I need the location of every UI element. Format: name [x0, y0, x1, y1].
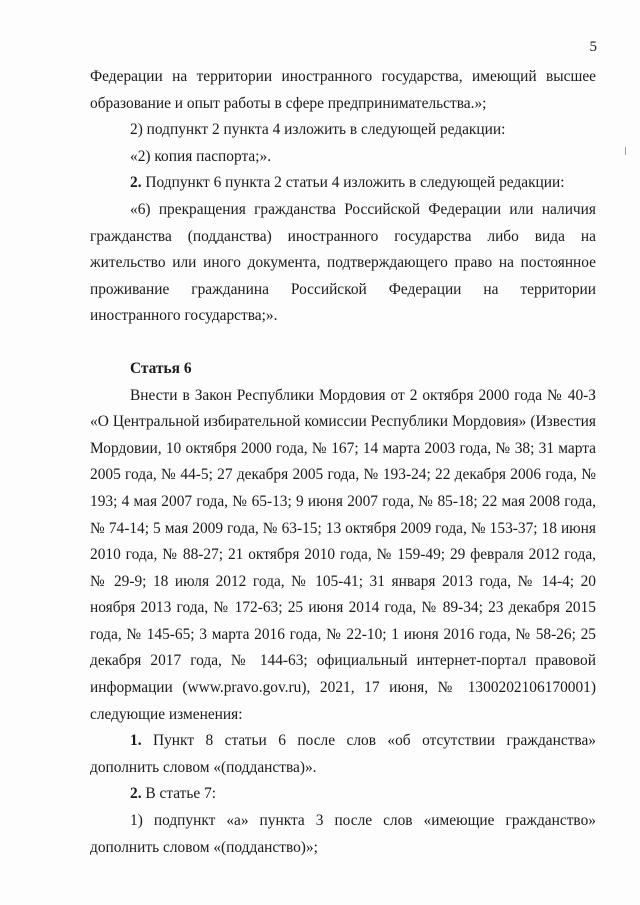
- change-text: Пункт 8 статьи 6 после слов «об отсутствии гражданства» дополнить словом «(подданства)».: [90, 732, 596, 776]
- item-text: Подпункт 6 пункта 2 статьи 4 изложить в следующей редакции:: [141, 174, 565, 192]
- change-number: 2.: [130, 785, 142, 803]
- paragraph-change-2: [90, 781, 596, 808]
- paragraph-termination: «6) прекращения гражданства Российской Федерации или наличия гражданства (подданства) иностранного государства либо вида на жительство или иного документа, подтверждающего право на постоянное проживание гражданина Российской Федерации на территории иностранного государства;».: [90, 200, 596, 325]
- item-number: 2.: [130, 174, 142, 192]
- page-number: 5: [589, 39, 597, 55]
- document-body: [90, 64, 596, 861]
- section-gap: [90, 330, 596, 356]
- paragraph-following-changes: следующие изменения:: [90, 705, 243, 723]
- paragraph-continuation: Федерации на территории иностранного государства, имеющий высшее образование и опыт работы в сфере предпринимательства.»;: [90, 68, 596, 112]
- paragraph-item-2: [90, 170, 596, 197]
- article-heading: Статья 6: [130, 359, 192, 377]
- paragraph-subitem-a: 1) подпункт «а» пункта 3 после слов «имеющие гражданство» дополнить словом «(подданство)»;: [90, 812, 596, 856]
- paragraph-subitem-2: 2) подпункт 2 пункта 4 изложить в следующей редакции:: [130, 121, 506, 139]
- change-number: 1.: [130, 732, 142, 750]
- change-text: В статье 7:: [141, 785, 217, 803]
- scan-mark: [625, 147, 626, 155]
- paragraph-change-1: [90, 728, 596, 781]
- paragraph-law-reference: Внести в Закон Республики Мордовия от 2 октября 2000 года № 40-З «О Центральной избирательной комиссии Республики Мордовия» (Известия Мордовии, 10 октября 2000 года, № 167; 14 марта 2003 года, № 38; 31 марта 2005 года, № 44-5; 27 декабря 2005 года, № 193-24; 22 декабря 2006 года, № 193; 4 мая 2007 года, № 65-13; 9 июня 2007 года, № 85-18; 22 мая 2008 года, № 74-14; 5 мая 2009 года, № 63-15; 13 октября 2009 года, № 153-37; 18 июня 2010 года, № 88-27; 21 октября 2010 года, № 159-49; 29 февраля 2012 года, № 29-9; 18 июля 2012 года, № 105-41; 31 января 2013 года, № 14-4; 20 ноября 2013 года, № 172-63; 25 июня 2014 года, № 89-34; 23 декабря 2015 года, № 145-65; 3 марта 2016 года, № 22-10; 1 июня 2016 года, № 58-26; 25 декабря 2017 года, № 144-63; официальный интернет-портал правовой информации (www.pravo.gov.ru), 2021, 17 июня, № 1300202106170001): [90, 386, 596, 697]
- paragraph-passport-copy: «2) копия паспорта;».: [130, 147, 272, 165]
